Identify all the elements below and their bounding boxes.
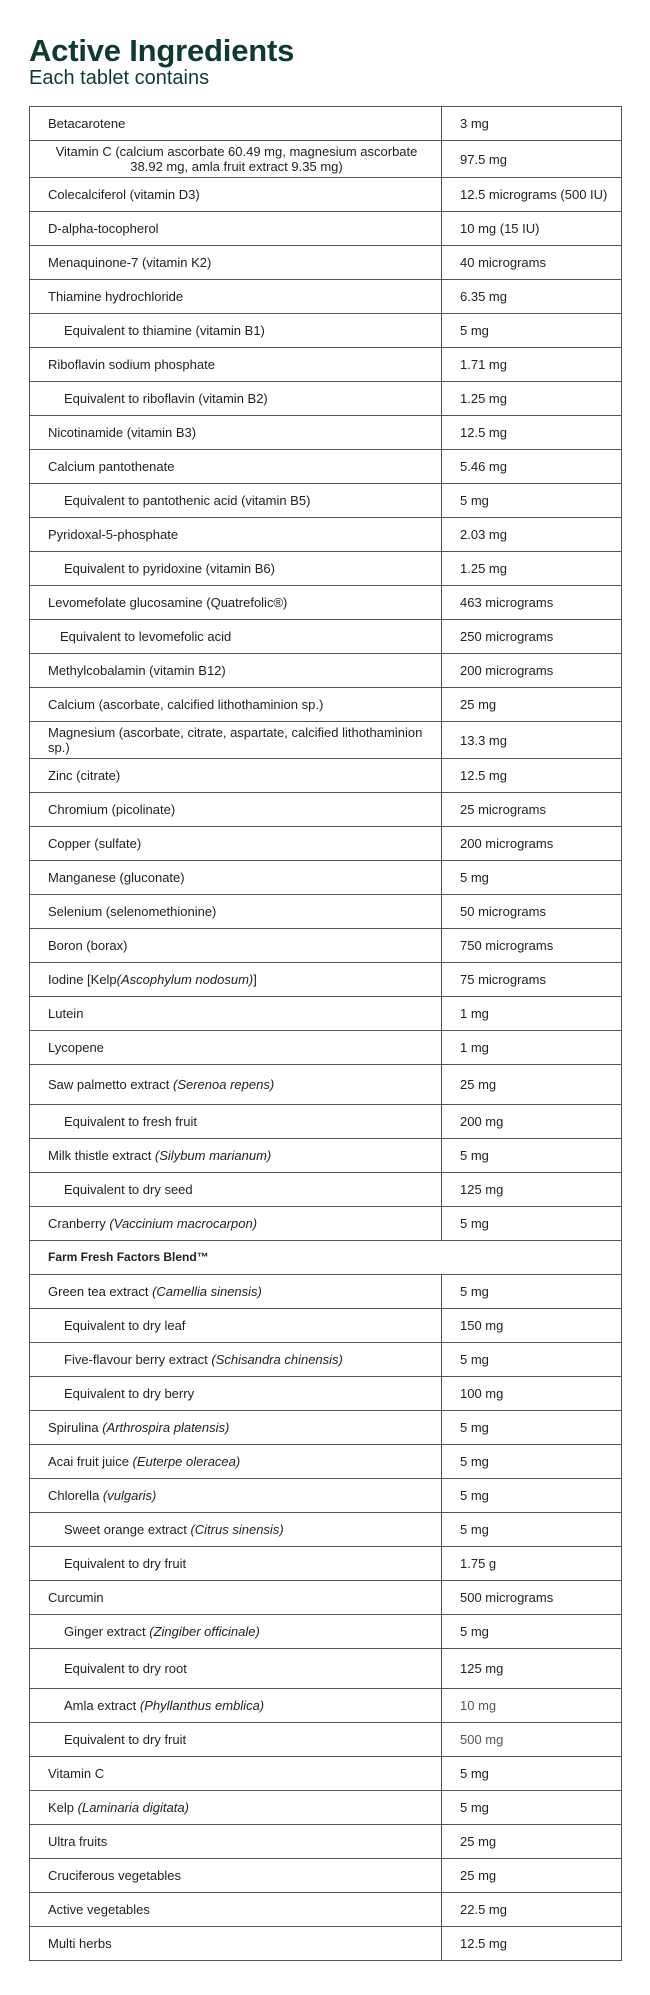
- latin-name: (Silybum marianum): [154, 1148, 272, 1163]
- table-row: [30, 1547, 622, 1581]
- ingredient-amount: 97.5 mg: [442, 141, 622, 178]
- ingredient-name: [30, 382, 442, 416]
- table-row: [30, 1825, 622, 1859]
- ingredient-amount: 5.46 mg: [442, 450, 622, 484]
- ingredient-name: [30, 141, 442, 178]
- table-row: [30, 1411, 622, 1445]
- ingredient-name: [30, 620, 442, 654]
- ingredient-amount: 10 mg: [442, 1689, 622, 1723]
- label-suffix: ]: [253, 972, 257, 987]
- table-row: [30, 654, 622, 688]
- latin-name: (Schisandra chinensis): [211, 1352, 343, 1367]
- latin-name: (Euterpe oleracea): [132, 1454, 241, 1469]
- ingredient-name: [30, 1859, 442, 1893]
- ingredient-amount: 5 mg: [442, 1791, 622, 1825]
- ingredient-name: [30, 1445, 442, 1479]
- page-title: Active Ingredients: [29, 33, 295, 68]
- ingredient-name: [30, 1479, 442, 1513]
- ingredient-amount: 500 micrograms: [442, 1581, 622, 1615]
- ingredient-label: Riboflavin sodium phosphate: [48, 357, 215, 372]
- table-row: [30, 314, 622, 348]
- ingredient-name: [30, 1757, 442, 1791]
- ingredient-label: Lycopene: [48, 1040, 104, 1055]
- table-row: [30, 1105, 622, 1139]
- table-row: [30, 861, 622, 895]
- ingredient-name: [30, 1275, 442, 1309]
- ingredient-name: [30, 1825, 442, 1859]
- ingredient-amount: 5 mg: [442, 1207, 622, 1241]
- table-row: [30, 586, 622, 620]
- latin-name: (Zingiber officinale): [149, 1624, 260, 1639]
- ingredient-amount: 12.5 mg: [442, 416, 622, 450]
- ingredient-amount: 12.5 micrograms (500 IU): [442, 178, 622, 212]
- table-row: [30, 1615, 622, 1649]
- ingredient-label: Five-flavour berry extract: [64, 1352, 212, 1367]
- ingredient-amount: 10 mg (15 IU): [442, 212, 622, 246]
- ingredient-label: Equivalent to dry fruit: [64, 1556, 187, 1571]
- ingredient-amount: 25 mg: [442, 1065, 622, 1105]
- ingredient-label: Pyridoxal-5-phosphate: [48, 527, 179, 542]
- ingredient-name: [30, 348, 442, 382]
- ingredient-name: [30, 107, 442, 141]
- ingredient-amount: 5 mg: [442, 1615, 622, 1649]
- table-row: [30, 688, 622, 722]
- ingredient-name: [30, 688, 442, 722]
- table-row: [30, 178, 622, 212]
- ingredient-name: [30, 827, 442, 861]
- ingredient-label: Multi herbs: [48, 1936, 112, 1951]
- table-row: [30, 997, 622, 1031]
- ingredient-amount: 25 mg: [442, 1859, 622, 1893]
- ingredient-amount: 125 mg: [442, 1649, 622, 1689]
- ingredient-name: [30, 1723, 442, 1757]
- table-row: [30, 141, 622, 178]
- table-row: [30, 1927, 622, 1961]
- ingredient-name: [30, 484, 442, 518]
- table-row: [30, 552, 622, 586]
- ingredient-amount: 5 mg: [442, 314, 622, 348]
- ingredient-label: Equivalent to dry berry: [64, 1386, 195, 1401]
- table-row: [30, 1207, 622, 1241]
- ingredient-amount: 5 mg: [442, 1411, 622, 1445]
- table-row: [30, 1893, 622, 1927]
- ingredient-amount: 1 mg: [442, 1031, 622, 1065]
- ingredient-amount: 22.5 mg: [442, 1893, 622, 1927]
- ingredient-label: Copper (sulfate): [48, 836, 142, 851]
- latin-name: (Arthrospira platensis): [102, 1420, 230, 1435]
- ingredient-amount: 5 mg: [442, 1513, 622, 1547]
- table-row: [30, 246, 622, 280]
- ingredient-amount: 200 micrograms: [442, 654, 622, 688]
- table-row: [30, 620, 622, 654]
- page-subtitle: Each tablet contains: [29, 67, 210, 89]
- ingredient-label: Equivalent to fresh fruit: [64, 1114, 197, 1129]
- ingredient-amount: 12.5 mg: [442, 759, 622, 793]
- ingredient-amount: 150 mg: [442, 1309, 622, 1343]
- ingredient-amount: 25 mg: [442, 688, 622, 722]
- ingredient-label: Manganese (gluconate): [48, 870, 185, 885]
- ingredient-label: Amla extract: [64, 1698, 140, 1713]
- ingredient-amount: 5 mg: [442, 1479, 622, 1513]
- latin-name: (Phyllanthus emblica): [139, 1698, 265, 1713]
- ingredient-label: Nicotinamide (vitamin B3): [48, 425, 197, 440]
- ingredient-amount: 2.03 mg: [442, 518, 622, 552]
- ingredient-amount: 1.71 mg: [442, 348, 622, 382]
- table-row: [30, 1649, 622, 1689]
- ingredient-label: Green tea extract: [48, 1284, 153, 1299]
- ingredient-label: Equivalent to dry seed: [64, 1182, 193, 1197]
- table-row: [30, 212, 622, 246]
- ingredient-name: [30, 1065, 442, 1105]
- table-row: [30, 1581, 622, 1615]
- ingredient-name: [30, 552, 442, 586]
- ingredient-label: Betacarotene: [48, 116, 126, 131]
- ingredient-label: Iodine [Kelp: [48, 972, 117, 987]
- ingredient-name: [30, 246, 442, 280]
- ingredient-name: [30, 1581, 442, 1615]
- ingredient-name: [30, 450, 442, 484]
- table-row: [30, 1791, 622, 1825]
- latin-name: (Citrus sinensis): [190, 1522, 284, 1537]
- table-row: [30, 1241, 622, 1275]
- ingredient-label: Sweet orange extract: [64, 1522, 191, 1537]
- ingredient-name: [30, 1139, 442, 1173]
- ingredient-label: Magnesium (ascorbate, citrate, aspartate, calcified lithothaminion sp.): [48, 725, 423, 755]
- ingredient-amount: 5 mg: [442, 1343, 622, 1377]
- ingredient-label: Equivalent to dry fruit: [64, 1732, 187, 1747]
- table-row: [30, 280, 622, 314]
- ingredient-label: Farm Fresh Factors Blend™: [48, 1250, 209, 1264]
- ingredient-amount: 50 micrograms: [442, 895, 622, 929]
- ingredient-name: [30, 1377, 442, 1411]
- table-row: [30, 1309, 622, 1343]
- ingredient-name: [30, 793, 442, 827]
- ingredient-name: [30, 722, 442, 759]
- ingredient-label: Calcium pantothenate: [48, 459, 175, 474]
- table-row: [30, 348, 622, 382]
- latin-name: (vulgaris): [102, 1488, 157, 1503]
- table-row: [30, 416, 622, 450]
- ingredient-name: [30, 178, 442, 212]
- ingredient-label: Equivalent to dry root: [64, 1661, 187, 1676]
- table-row: [30, 1031, 622, 1065]
- ingredient-amount: 3 mg: [442, 107, 622, 141]
- ingredient-amount: 6.35 mg: [442, 280, 622, 314]
- ingredient-label: Equivalent to levomefolic acid: [60, 629, 232, 644]
- table-row: [30, 793, 622, 827]
- ingredient-label: Selenium (selenomethionine): [48, 904, 217, 919]
- ingredient-label: Curcumin: [48, 1590, 104, 1605]
- ingredient-name: [30, 1615, 442, 1649]
- ingredient-label: Ginger extract: [64, 1624, 150, 1639]
- table-row: [30, 827, 622, 861]
- ingredient-name: [30, 929, 442, 963]
- ingredient-name: [30, 997, 442, 1031]
- ingredient-amount: 1.25 mg: [442, 552, 622, 586]
- ingredient-name: [30, 1241, 622, 1275]
- ingredient-label: Colecalciferol (vitamin D3): [48, 187, 200, 202]
- ingredient-amount: 12.5 mg: [442, 1927, 622, 1961]
- ingredient-label: Cranberry: [48, 1216, 110, 1231]
- ingredient-amount: 25 micrograms: [442, 793, 622, 827]
- ingredient-label: Lutein: [48, 1006, 84, 1021]
- ingredient-amount: 13.3 mg: [442, 722, 622, 759]
- table-row: [30, 1377, 622, 1411]
- ingredient-amount: 200 mg: [442, 1105, 622, 1139]
- latin-name: (Serenoa repens): [173, 1077, 275, 1092]
- ingredient-name: [30, 1893, 442, 1927]
- ingredient-amount: 200 micrograms: [442, 827, 622, 861]
- table-row: [30, 1275, 622, 1309]
- ingredient-name: [30, 1343, 442, 1377]
- ingredient-amount: 463 micrograms: [442, 586, 622, 620]
- ingredient-name: [30, 759, 442, 793]
- ingredient-label: Chromium (picolinate): [48, 802, 176, 817]
- ingredient-label: Methylcobalamin (vitamin B12): [48, 663, 226, 678]
- ingredient-label: Thiamine hydrochloride: [48, 289, 184, 304]
- ingredient-label: Milk thistle extract: [48, 1148, 155, 1163]
- ingredient-label: D-alpha-tocopherol: [48, 221, 159, 236]
- ingredient-name: [30, 1309, 442, 1343]
- latin-name: (Laminaria digitata): [77, 1800, 189, 1815]
- ingredient-name: [30, 963, 442, 997]
- ingredient-amount: 25 mg: [442, 1825, 622, 1859]
- table-row: [30, 759, 622, 793]
- table-row: [30, 1343, 622, 1377]
- ingredient-name: [30, 861, 442, 895]
- ingredients-table: [29, 106, 622, 1961]
- ingredient-name: [30, 1031, 442, 1065]
- ingredient-name: [30, 280, 442, 314]
- latin-name: (Vaccinium macrocarpon): [109, 1216, 258, 1231]
- table-row: [30, 107, 622, 141]
- ingredient-name: [30, 654, 442, 688]
- ingredient-name: [30, 1207, 442, 1241]
- ingredient-name: [30, 1547, 442, 1581]
- ingredient-name: [30, 1411, 442, 1445]
- ingredient-label: Chlorella: [48, 1488, 103, 1503]
- ingredient-label: Active vegetables: [48, 1902, 150, 1917]
- ingredient-amount: 1.25 mg: [442, 382, 622, 416]
- ingredient-amount: 5 mg: [442, 1275, 622, 1309]
- ingredient-name: [30, 1105, 442, 1139]
- table-row: [30, 1689, 622, 1723]
- ingredient-label: Equivalent to dry leaf: [64, 1318, 186, 1333]
- ingredient-amount: 5 mg: [442, 1139, 622, 1173]
- ingredient-name: [30, 1927, 442, 1961]
- ingredient-label: Spirulina: [48, 1420, 103, 1435]
- table-row: [30, 963, 622, 997]
- ingredient-amount: 40 micrograms: [442, 246, 622, 280]
- table-row: [30, 929, 622, 963]
- ingredient-amount: 750 micrograms: [442, 929, 622, 963]
- table-row: [30, 382, 622, 416]
- ingredient-label: Acai fruit juice: [48, 1454, 133, 1469]
- table-row: [30, 450, 622, 484]
- table-row: [30, 1859, 622, 1893]
- table-row: [30, 1173, 622, 1207]
- ingredient-label: Zinc (citrate): [48, 768, 121, 783]
- ingredient-amount: 5 mg: [442, 1757, 622, 1791]
- ingredient-amount: 1.75 g: [442, 1547, 622, 1581]
- ingredient-amount: 5 mg: [442, 861, 622, 895]
- ingredient-name: [30, 1173, 442, 1207]
- ingredient-name: [30, 314, 442, 348]
- latin-name: (Camellia sinensis): [152, 1284, 262, 1299]
- ingredient-label: Cruciferous vegetables: [48, 1868, 181, 1883]
- ingredient-label: Equivalent to pantothenic acid (vitamin B5): [64, 493, 311, 508]
- ingredient-name: [30, 212, 442, 246]
- ingredient-name: [30, 1689, 442, 1723]
- table-row: [30, 1445, 622, 1479]
- ingredient-label: Vitamin C (calcium ascorbate 60.49 mg, magnesium ascorbate 38.92 mg, amla fruit extract 9.35 mg): [55, 144, 418, 174]
- ingredient-label: Kelp: [48, 1800, 78, 1815]
- ingredient-amount: 100 mg: [442, 1377, 622, 1411]
- ingredient-name: [30, 1513, 442, 1547]
- table-row: [30, 1513, 622, 1547]
- table-row: [30, 1139, 622, 1173]
- ingredient-amount: 500 mg: [442, 1723, 622, 1757]
- table-row: [30, 1723, 622, 1757]
- table-row: [30, 518, 622, 552]
- ingredient-amount: 5 mg: [442, 484, 622, 518]
- ingredient-label: Equivalent to thiamine (vitamin B1): [64, 323, 265, 338]
- table-row: [30, 722, 622, 759]
- table-row: [30, 484, 622, 518]
- latin-name: (Ascophylum nodosum): [116, 972, 254, 987]
- table-row: [30, 895, 622, 929]
- ingredient-label: Equivalent to riboflavin (vitamin B2): [64, 391, 268, 406]
- ingredient-label: Menaquinone-7 (vitamin K2): [48, 255, 212, 270]
- ingredient-amount: 5 mg: [442, 1445, 622, 1479]
- ingredient-label: Levomefolate glucosamine (Quatrefolic®): [48, 595, 288, 610]
- ingredient-name: [30, 1791, 442, 1825]
- ingredient-amount: 125 mg: [442, 1173, 622, 1207]
- ingredient-amount: 1 mg: [442, 997, 622, 1031]
- table-row: [30, 1757, 622, 1791]
- ingredient-name: [30, 416, 442, 450]
- ingredient-name: [30, 1649, 442, 1689]
- ingredient-name: [30, 586, 442, 620]
- ingredient-label: Equivalent to pyridoxine (vitamin B6): [64, 561, 275, 576]
- ingredient-label: Ultra fruits: [48, 1834, 108, 1849]
- ingredient-amount: 75 micrograms: [442, 963, 622, 997]
- ingredient-label: Boron (borax): [48, 938, 128, 953]
- ingredient-amount: 250 micrograms: [442, 620, 622, 654]
- ingredient-label: Saw palmetto extract: [48, 1077, 173, 1092]
- ingredient-label: Calcium (ascorbate, calcified lithothaminion sp.): [48, 697, 324, 712]
- table-row: [30, 1479, 622, 1513]
- ingredient-name: [30, 518, 442, 552]
- ingredient-name: [30, 895, 442, 929]
- table-row: [30, 1065, 622, 1105]
- ingredient-label: Vitamin C: [48, 1766, 105, 1781]
